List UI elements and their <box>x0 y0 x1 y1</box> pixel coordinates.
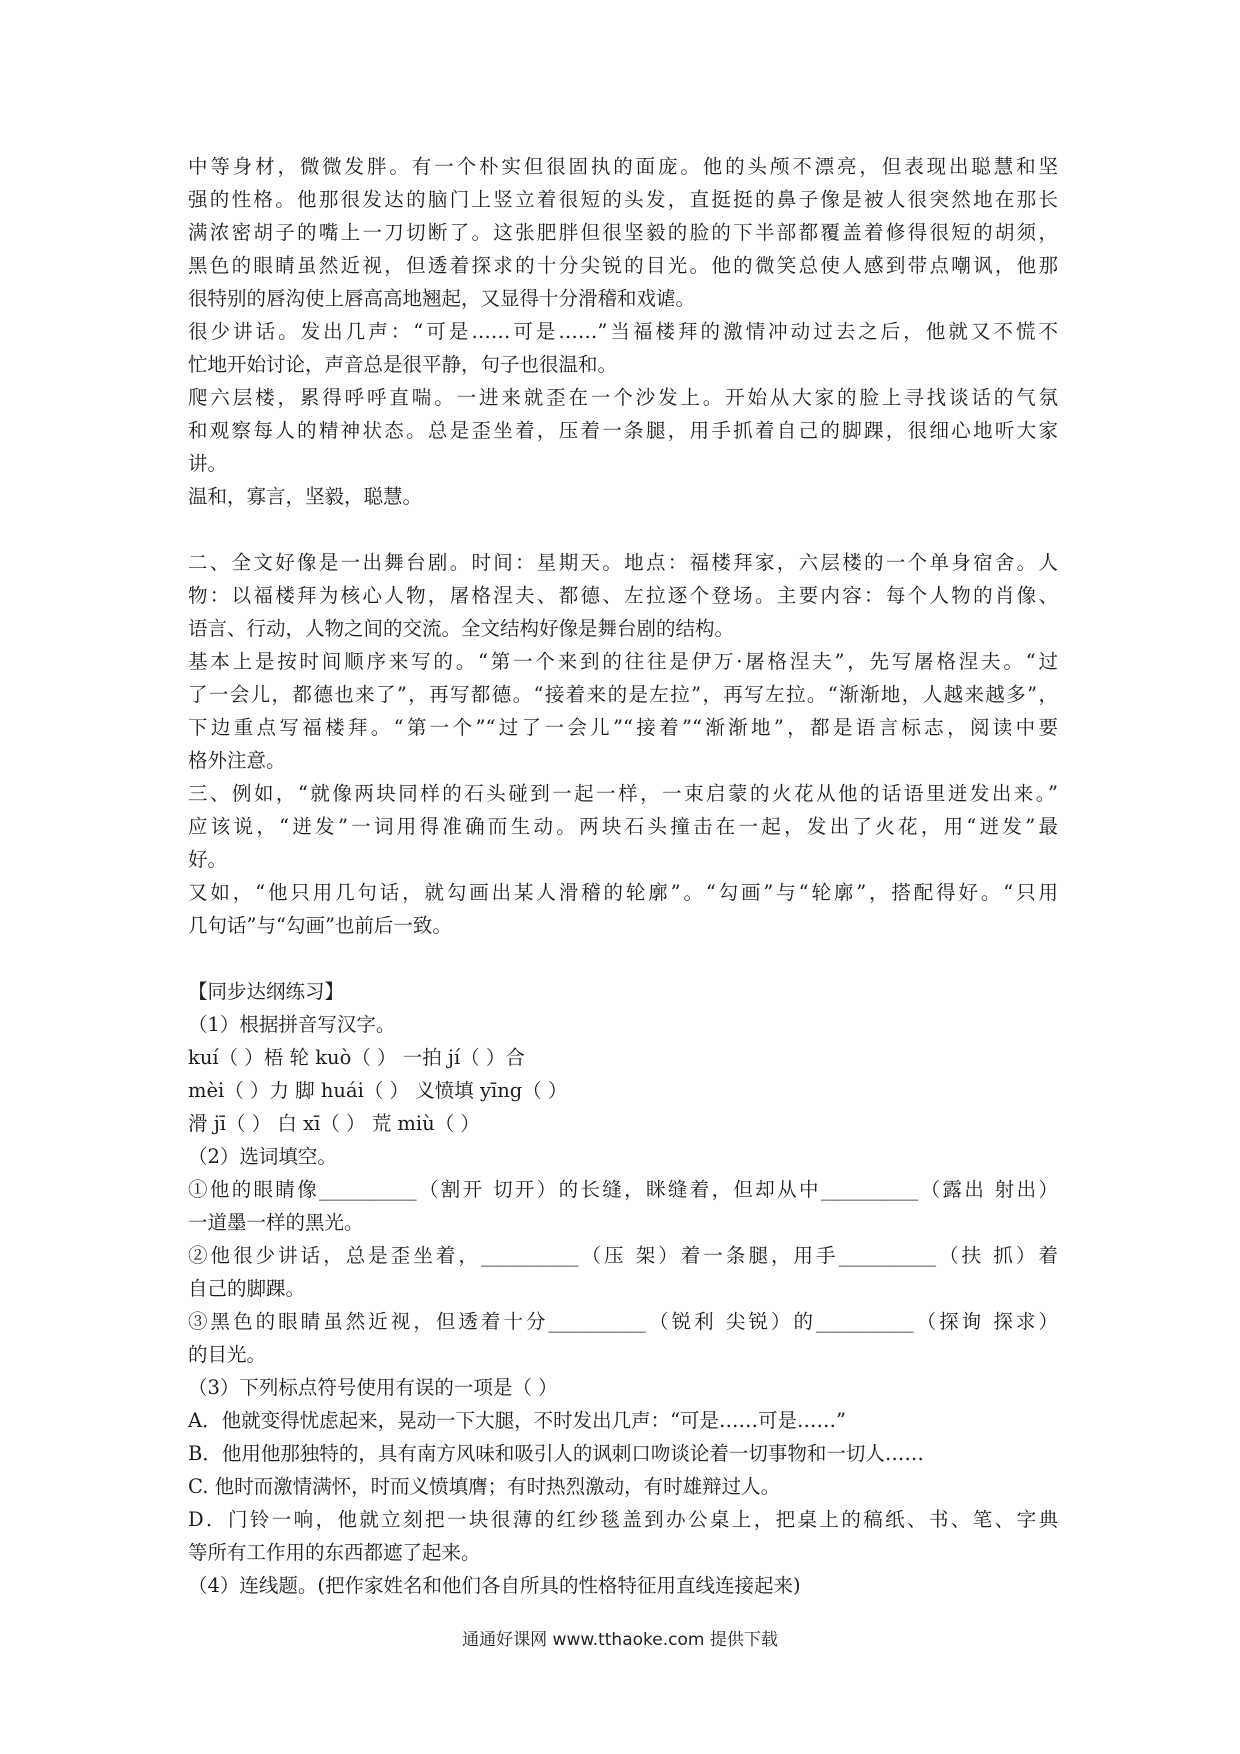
section-analysis <box>188 546 1058 942</box>
text-line: 格外注意。 <box>188 749 286 772</box>
question-1: （1）根据拼音写汉字。 <box>188 1013 396 1036</box>
question-3: （3）下列标点符号使用有误的一项是（ ） <box>188 1376 558 1399</box>
text-line: 好。 <box>188 848 228 871</box>
text-line: 忙地开始讨论，声音总是很平静，句子也很温和。 <box>188 353 618 376</box>
fill-line: ①他的眼睛像__________（割开 切开）的长缝，眯缝着，但却从中__________（露出 射出） <box>188 1178 1058 1201</box>
exercise-title: 【同步达纲练习】 <box>188 980 345 1003</box>
section-exercises <box>188 975 1058 1602</box>
text-line: 很特别的唇沟使上唇高高地翘起，又显得十分滑稽和戏谑。 <box>188 287 696 310</box>
section-portrait <box>188 150 1058 513</box>
option-d-cont: 等所有工作用的东西都遮了起来。 <box>188 1541 481 1564</box>
fill-line: 自己的脚踝。 <box>188 1277 306 1300</box>
text-line: 语言、行动，人物之间的交流。全文结构好像是舞台剧的结构。 <box>188 617 735 640</box>
text-line: 下边重点写福楼拜。“第一个”“过了一会儿”“接着”“渐渐地”，都是语言标志，阅读中要 <box>188 716 1058 739</box>
text-line: 三、例如，“就像两块同样的石头碰到一起一样，一束启蒙的火花从他的话语里迸发出来。” <box>188 782 1058 805</box>
question-4: （4）连线题。(把作家姓名和他们各自所具的性格特征用直线连接起来) <box>188 1574 801 1597</box>
text-line: 几句话”与“勾画”也前后一致。 <box>188 914 452 937</box>
text-line: 中等身材，微微发胖。有一个朴实但很固执的面庞。他的头颅不漂亮，但表现出聪慧和坚 <box>188 155 1058 178</box>
text-line: 又如，“他只用几句话，就勾画出某人滑稽的轮廓”。“勾画”与“轮廓”，搭配得好。“只用 <box>188 881 1058 904</box>
pinyin-row: kuí（ ）梧 轮 kuò（ ） 一拍 jí（ ）合 <box>188 1046 525 1069</box>
pinyin-row: mèi（ ）力 脚 huái（ ） 义愤填 yīng（ ） <box>188 1079 568 1102</box>
text-line: 温和，寡言，坚毅，聪慧。 <box>188 485 423 508</box>
pinyin-row: 滑 jī（ ） 白 xī（ ） 荒 miù（ ） <box>188 1112 480 1135</box>
option-b: B．他用他那独特的，具有南方风味和吸引人的讽刺口吻谈论着一切事物和一切人…… <box>188 1442 924 1465</box>
text-line: 基本上是按时间顺序来写的。“第一个来到的往往是伊万·屠格涅夫”，先写屠格涅夫。“过 <box>188 650 1058 673</box>
text-line: 了一会儿，都德也来了”，再写都德。“接着来的是左拉”，再写左拉。“渐渐地，人越来越多”， <box>188 683 1058 706</box>
text-line: 讲。 <box>188 452 228 475</box>
text-line: 和观察每人的精神状态。总是歪坐着，压着一条腿，用手抓着自己的脚踝，很细心地听大家 <box>188 419 1058 442</box>
text-line: 黑色的眼睛虽然近视，但透着探求的十分尖锐的目光。他的微笑总使人感到带点嘲讽，他那 <box>188 254 1058 277</box>
option-d: D．门铃一响，他就立刻把一块很薄的红纱毯盖到办公桌上，把桌上的稿纸、书、笔、字典 <box>188 1508 1058 1531</box>
text-line: 很少讲话。发出几声：“可是……可是……”当福楼拜的激情冲动过去之后，他就又不慌不 <box>188 320 1058 343</box>
text-line: 满浓密胡子的嘴上一刀切断了。这张肥胖但很坚毅的脸的下半部都覆盖着修得很短的胡须， <box>188 221 1058 244</box>
option-c: C. 他时而激情满怀，时而义愤填膺；有时热烈激动，有时雄辩过人。 <box>188 1475 781 1498</box>
text-line: 强的性格。他那很发达的脑门上竖立着很短的头发，直挺挺的鼻子像是被人很突然地在那长 <box>188 188 1058 211</box>
text-line: 物：以福楼拜为核心人物，屠格涅夫、都德、左拉逐个登场。主要内容：每个人物的肖像、 <box>188 584 1058 607</box>
document-body <box>188 150 1058 1602</box>
fill-line: ②他很少讲话，总是歪坐着，__________（压 架）着一条腿，用手__________（扶 抓）着 <box>188 1244 1058 1267</box>
fill-line: ③黑色的眼睛虽然近视，但透着十分__________（锐利 尖锐）的__________（探询 探求） <box>188 1310 1058 1333</box>
option-a: A．他就变得忧虑起来，晃动一下大腿，不时发出几声：“可是……可是……” <box>188 1409 847 1432</box>
text-line: 二、全文好像是一出舞台剧。时间：星期天。地点：福楼拜家，六层楼的一个单身宿舍。人 <box>188 551 1058 574</box>
text-line: 应该说，“迸发”一词用得准确而生动。两块石头撞击在一起，发出了火花，用“迸发”最 <box>188 815 1058 838</box>
fill-line: 一道墨一样的黑光。 <box>188 1211 364 1234</box>
footer-watermark: 通通好课网 www.tthaoke.com 提供下载 <box>462 1630 778 1650</box>
text-line: 爬六层楼，累得呼呼直喘。一进来就歪在一个沙发上。开始从大家的脸上寻找谈话的气氛 <box>188 386 1058 409</box>
fill-line: 的目光。 <box>188 1343 267 1366</box>
question-2: （2）选词填空。 <box>188 1145 337 1168</box>
